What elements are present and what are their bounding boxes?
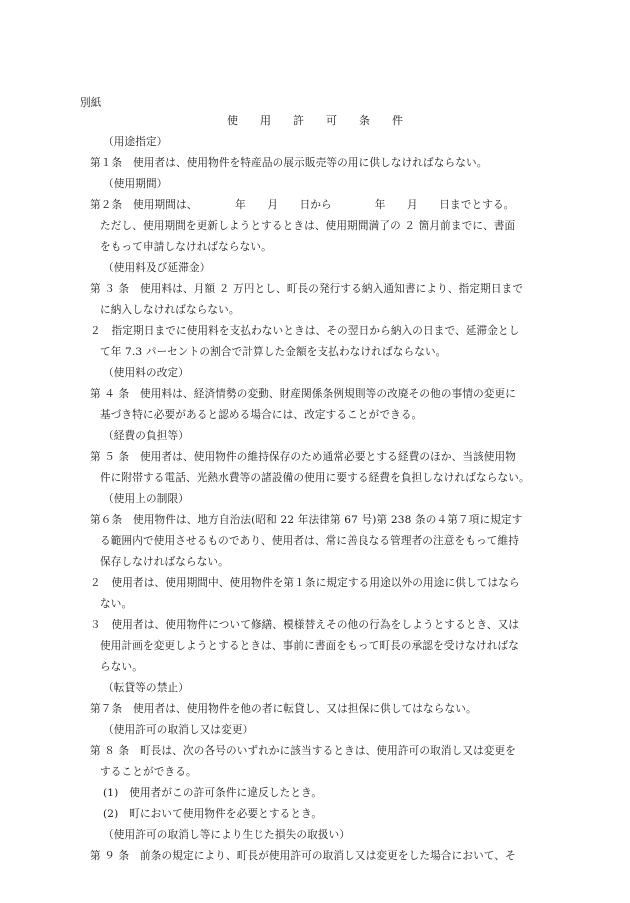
article-6: 第６条 使用物件は、地方自治法(昭和 22 年法律第 67 号)第 238 条の４第７項に規定す — [90, 514, 523, 526]
heading-purpose: （用途指定） — [103, 136, 168, 148]
heading-loss: （使用許可の取消し等により生じた損失の取扱い） — [103, 829, 351, 841]
article-8-item-1: (1) 使用者がこの許可条件に違反したとき。 — [103, 787, 323, 799]
article-6-para-3: ３ 使用者は、使用物件について修繕、模様替えその他の行為をしようとするとき、又は — [90, 619, 520, 631]
article-3-cont: に納入しなければならない。 — [100, 304, 240, 316]
article-2: 第２条 使用期間は、 年 月 日から 年 月 日までとする。 — [90, 199, 515, 211]
article-6-para-3-cont-1: 使用計画を変更しようとするときは、事前に書面をもって町長の承認を受けなければな — [100, 640, 520, 652]
heading-fee: （使用料及び延滞金） — [103, 262, 211, 274]
article-6-cont-1: る範囲内で使用させるものであり、使用者は、常に善良なる管理者の注意をもって維持 — [100, 535, 520, 547]
article-4-cont: 基づき特に必要があると認める場合には、改定することができる。 — [100, 409, 423, 421]
article-1: 第１条 使用者は、使用物件を特産品の展示販売等の用に供しなければならない。 — [90, 157, 488, 169]
article-8-item-2: (2) 町において使用物件を必要とするとき。 — [103, 808, 323, 820]
heading-period: （使用期間） — [103, 178, 168, 190]
article-6-para-2: ２ 使用者は、使用期間中、使用物件を第１条に規定する用途以外の用途に供してはなら — [90, 577, 520, 589]
heading-revocation: （使用許可の取消し又は変更） — [103, 724, 254, 736]
article-6-para-2-cont: ない。 — [100, 598, 133, 610]
document-title: 使用許可条件 — [227, 114, 425, 127]
article-9: 第 ９ 条 前条の規定により、町長が使用許可の取消し又は変更をした場合において、そ — [90, 850, 516, 862]
annex-label: 別紙 — [80, 97, 102, 109]
article-5: 第 ５ 条 使用者は、使用物件の維持保存のため通常必要とする経費のほか、当該使用物 — [90, 451, 517, 463]
heading-sublease: （転貸等の禁止） — [103, 682, 189, 694]
article-3: 第 ３ 条 使用料は、月額 ２ 万円とし、町長の発行する納入通知書により、指定期日まで — [90, 283, 524, 295]
article-4: 第 ４ 条 使用料は、経済情勢の変動、財産関係条例規則等の改廃その他の事情の変更に — [90, 388, 517, 400]
article-8: 第 ８ 条 町長は、次の各号のいずれかに該当するときは、使用許可の取消し又は変更を — [90, 745, 517, 757]
article-8-cont: することができる。 — [100, 766, 197, 778]
article-7: 第７条 使用者は、使用物件を他の者に転貸し、又は担保に供してはならない。 — [90, 703, 477, 715]
article-3-para-2: ２ 指定期日までに使用料を支払わないときは、その翌日から納入の日まで、延滞金とし — [90, 325, 520, 337]
article-6-para-3-cont-2: らない。 — [100, 661, 143, 673]
heading-expenses: （経費の負担等） — [103, 430, 189, 442]
heading-restrictions: （使用上の制限） — [103, 493, 189, 505]
article-2-cont-1: ただし、使用期間を更新しようとするときは、使用期間満了の ２ 箇月前までに、書面 — [100, 220, 516, 232]
article-5-cont: 件に附帯する電話、光熱水費等の諸設備の使用に要する経費を負担しなければならない。 — [100, 472, 530, 484]
article-3-para-2-cont: て年 7.3 パーセントの割合で計算した金額を支払わなければならない。 — [100, 346, 447, 358]
heading-fee-revision: （使用料の改定） — [103, 367, 189, 379]
article-6-cont-2: 保存しなければならない。 — [100, 556, 229, 568]
article-2-cont-2: をもって申請しなければならない。 — [100, 241, 272, 253]
